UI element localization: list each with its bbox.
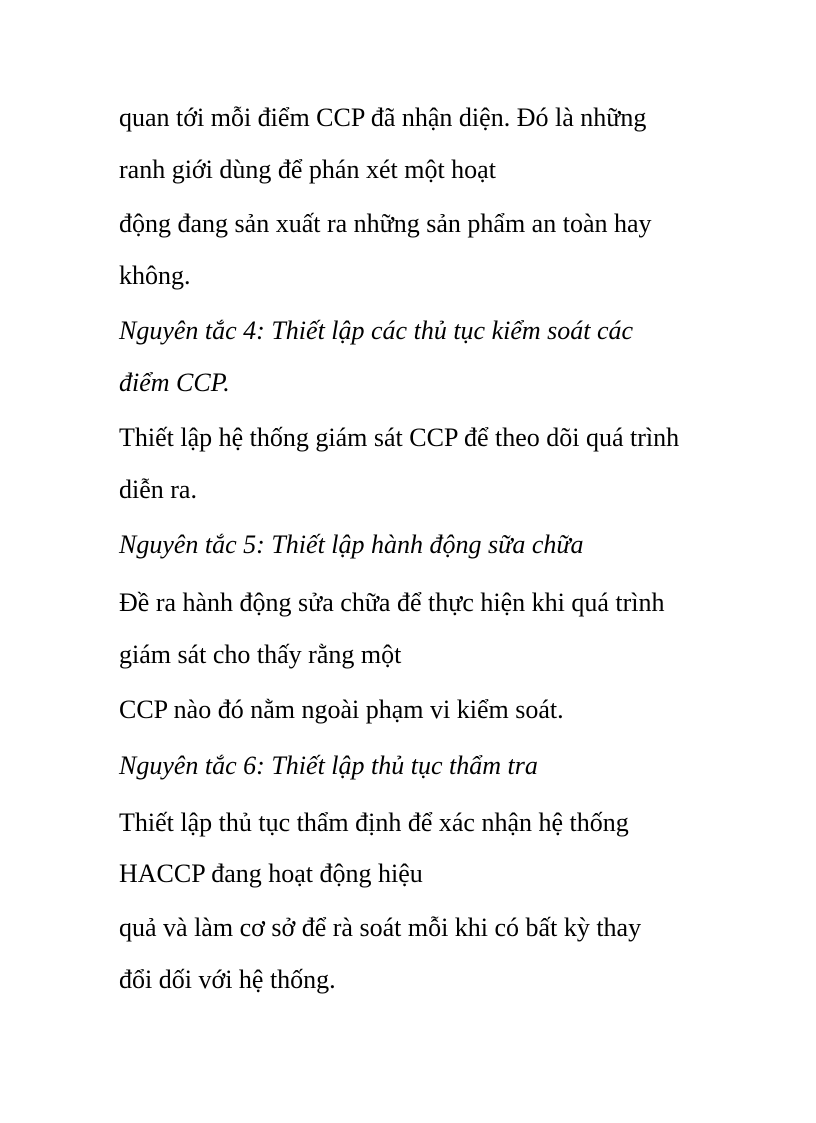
body-text-line: CCP nào đó nằm ngoài phạm vi kiểm soát. [119,695,564,724]
body-text-line: giám sát cho thấy rằng một [119,640,402,669]
body-text-line: quan tới mỗi điểm CCP đã nhận diện. Đó là những [119,103,647,132]
body-text-line: Thiết lập thủ tục thẩm định để xác nhận hệ thống [119,808,629,837]
principle-4-heading-continued: điểm CCP. [119,368,230,397]
principle-6-heading: Nguyên tắc 6: Thiết lập thủ tục thẩm tra [119,751,538,780]
body-text-line: Đề ra hành động sửa chữa để thực hiện khi quá trình [119,588,665,617]
principle-4-heading: Nguyên tắc 4: Thiết lập các thủ tục kiểm soát các [119,316,634,345]
body-text-line: động đang sản xuất ra những sản phẩm an toàn hay [119,209,652,238]
body-text-line: ranh giới dùng để phán xét một hoạt [119,155,496,184]
body-text-line: Thiết lập hệ thống giám sát CCP để theo dõi quá trình [119,423,680,452]
body-text-line: không. [119,261,191,290]
principle-5-heading: Nguyên tắc 5: Thiết lập hành động sữa chữa [119,530,584,559]
body-text-line: quả và làm cơ sở để rà soát mỗi khi có bất kỳ thay [119,913,642,942]
body-text-line: đổi dối với hệ thống. [119,965,336,994]
body-text-line: diễn ra. [119,475,197,504]
body-text-line: HACCP đang hoạt động hiệu [119,859,423,888]
